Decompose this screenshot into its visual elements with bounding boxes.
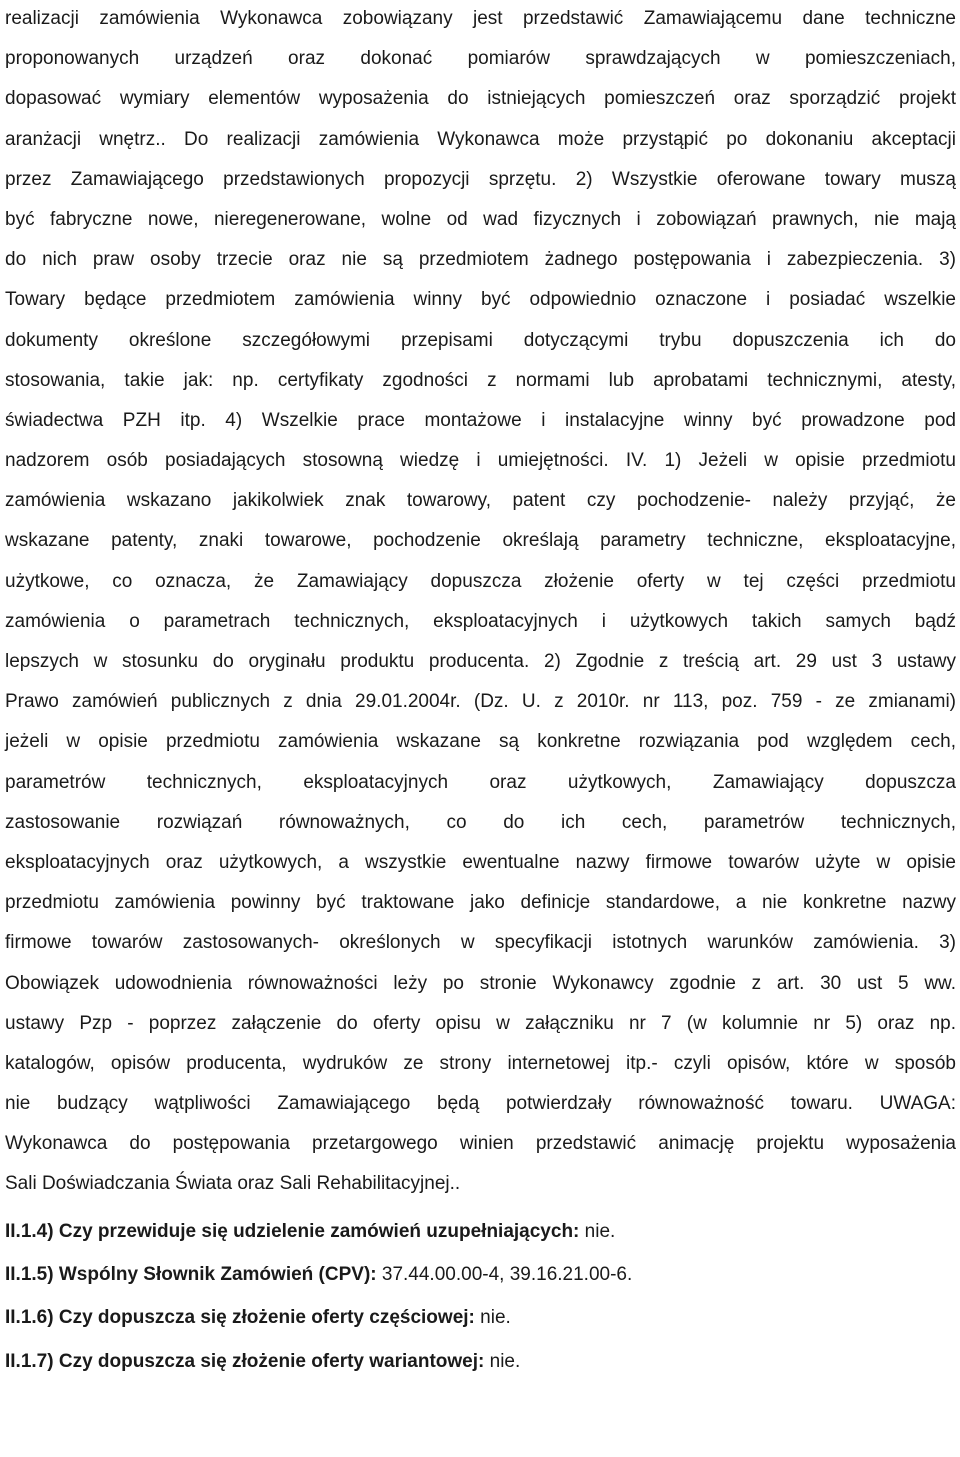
paragraph-line: świadectwa PZH itp. 4) Wszelkie prace montażowe i instalacyjne winny być prowadzone pod [5,409,956,431]
paragraph-line: zastosowanie rozwiązań równoważnych, co do ich cech, parametrów technicznych, [5,811,956,833]
paragraph-line: eksploatacyjnych oraz użytkowych, a wszystkie ewentualne nazwy firmowe towarów użyte w opisie [5,851,956,873]
section-answer: nie. [474,1307,511,1329]
paragraph-line: Towary będące przedmiotem zamówienia winny być odpowiednio oznaczone i posiadać wszelkie [5,289,956,311]
paragraph-line: nie budzący wątpliwości Zamawiającego będą potwierdzały równoważność towaru. UWAGA: [5,1093,956,1115]
paragraph-line: katalogów, opisów producenta, wydruków ze strony internetowej itp.- czyli opisów, które w sposób [5,1052,956,1074]
paragraph-line: być fabryczne nowe, nieregenerowane, wolne od wad fizycznych i zobowiązań prawnych, nie mają [5,208,956,230]
section-list [5,1210,956,1383]
paragraph-line: stosowania, takie jak: np. certyfikaty zgodności z normami lub aprobatami technicznymi, atesty, [5,369,956,391]
paragraph-line: przez Zamawiającego przedstawionych propozycji sprzętu. 2) Wszystkie oferowane towary muszą [5,168,956,190]
section-ii-1-4 [5,1210,956,1253]
section-question: II.1.6) Czy dopuszcza się złożenie oferty częściowej: [5,1307,475,1329]
paragraph-line: Wykonawca do postępowania przetargowego winien przedstawić animację projektu wyposażenia [5,1133,956,1155]
paragraph-line: realizacji zamówienia Wykonawca zobowiązany jest przedstawić Zamawiającemu dane techniczne [5,8,956,29]
paragraph-line: Prawo zamówień publicznych z dnia 29.01.2004r. (Dz. U. z 2010r. nr 113, poz. 759 - ze zmianami) [5,691,956,713]
section-answer: nie. [579,1220,616,1242]
section-answer: nie. [484,1350,521,1372]
paragraph-line: dokumenty określone szczegółowymi przepisami dotyczącymi trybu dopuszczenia ich do [5,329,956,351]
paragraph-line: proponowanych urządzeń oraz dokonać pomiarów sprawdzających w pomieszczeniach, [5,48,956,70]
description-paragraph [5,0,956,1206]
paragraph-line: lepszych w stosunku do oryginału produktu producenta. 2) Zgodnie z treścią art. 29 ust 3 ustawy [5,651,956,672]
paragraph-line: nadzorem osób posiadających stosowną wiedzę i umiejętności. IV. 1) Jeżeli w opisie przedmiotu [5,450,956,472]
paragraph-line: przedmiotu zamówienia powinny być traktowane jako definicje standardowe, a nie konkretne nazwy [5,892,956,914]
section-ii-1-7 [5,1340,956,1383]
section-answer: 37.44.00.00-4, 39.16.21.00-6. [376,1263,633,1285]
paragraph-line: Obowiązek udowodnienia równoważności leży po stronie Wykonawcy zgodnie z art. 30 ust 5 ww. [5,972,956,994]
paragraph-line: dopasować wymiary elementów wyposażenia do istniejących pomieszczeń oraz sporządzić projekt [5,88,956,110]
section-question: II.1.5) Wspólny Słownik Zamówień (CPV): [5,1263,377,1285]
paragraph-line: użytkowe, co oznacza, że Zamawiający dopuszcza złożenie oferty w tej części przedmiotu [5,570,956,592]
section-ii-1-5 [5,1253,956,1296]
paragraph-line: firmowe towarów zastosowanych- określonych w specyfikacji istotnych warunków zamówienia. 3) [5,932,956,954]
paragraph-line: do nich praw osoby trzecie oraz nie są przedmiotem żadnego postępowania i zabezpieczenia. 3) [5,249,956,271]
paragraph-line: wskazane patenty, znaki towarowe, pochodzenie określają parametry techniczne, eksploatacyjne, [5,530,956,552]
paragraph-line: aranżacji wnętrz.. Do realizacji zamówienia Wykonawca może przystąpić po dokonaniu akceptacji [5,128,956,150]
section-ii-1-6 [5,1296,956,1339]
section-question: II.1.7) Czy dopuszcza się złożenie oferty wariantowej: [5,1350,485,1372]
section-question: II.1.4) Czy przewiduje się udzielenie zamówień uzupełniających: [5,1220,580,1242]
paragraph-line: zamówienia wskazano jakikolwiek znak towarowy, patent czy pochodzenie- należy przyjąć, że [5,490,956,512]
paragraph-line: parametrów technicznych, eksploatacyjnych oraz użytkowych, Zamawiający dopuszcza [5,771,956,793]
paragraph-line: zamówienia o parametrach technicznych, eksploatacyjnych i użytkowych takich samych bądź [5,610,956,632]
paragraph-line: ustawy Pzp - poprzez załączenie do oferty opisu w załączniku nr 7 (w kolumnie nr 5) oraz np. [5,1012,956,1034]
paragraph-line: Sali Doświadczania Świata oraz Sali Rehabilitacyjnej.. [5,1173,461,1195]
paragraph-line: jeżeli w opisie przedmiotu zamówienia wskazane są konkretne rozwiązania pod względem cech, [5,731,956,753]
